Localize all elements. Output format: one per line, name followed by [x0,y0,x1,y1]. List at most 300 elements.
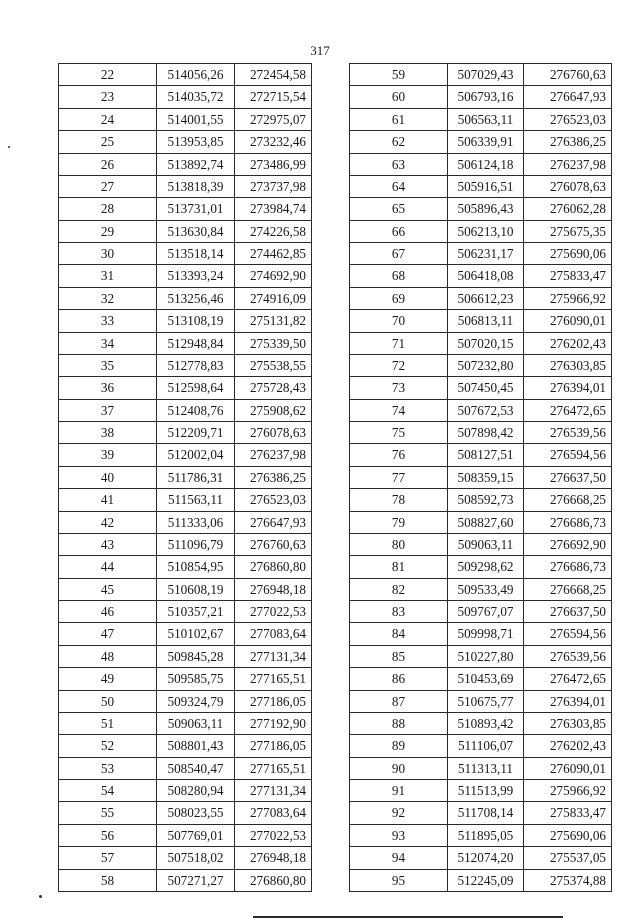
y-coordinate-cell: 276523,03 [524,108,612,130]
x-coordinate-cell: 509063,11 [448,533,524,555]
y-coordinate-cell: 276237,98 [524,153,612,175]
table-row [59,399,312,421]
x-coordinate-cell: 514056,26 [157,64,235,86]
x-coordinate-cell: 507672,53 [448,399,524,421]
point-number-cell: 84 [350,623,448,645]
table-row [59,265,312,287]
y-coordinate-cell: 274226,58 [235,220,312,242]
x-coordinate-cell: 512209,71 [157,422,235,444]
x-coordinate-cell: 512598,64 [157,377,235,399]
y-coordinate-cell: 277022,53 [235,824,312,846]
y-coordinate-cell: 272454,58 [235,64,312,86]
point-number-cell: 42 [59,511,157,533]
x-coordinate-cell: 511106,07 [448,735,524,757]
x-coordinate-cell: 506418,08 [448,265,524,287]
coordinates-table-left [58,63,312,892]
point-number-cell: 68 [350,265,448,287]
point-number-cell: 25 [59,131,157,153]
table-row [350,757,612,779]
point-number-cell: 66 [350,220,448,242]
table-row [350,690,612,712]
table-row [59,153,312,175]
table-row [59,824,312,846]
table-row [59,533,312,555]
table-row [350,780,612,802]
point-number-cell: 53 [59,757,157,779]
x-coordinate-cell: 508127,51 [448,444,524,466]
table-row [59,780,312,802]
point-number-cell: 93 [350,824,448,846]
table-row [350,399,612,421]
x-coordinate-cell: 512002,04 [157,444,235,466]
point-number-cell: 65 [350,198,448,220]
y-coordinate-cell: 274462,85 [235,243,312,265]
point-number-cell: 63 [350,153,448,175]
point-number-cell: 78 [350,489,448,511]
x-coordinate-cell: 507271,27 [157,869,235,891]
point-number-cell: 44 [59,556,157,578]
y-coordinate-cell: 273486,99 [235,153,312,175]
y-coordinate-cell: 276760,63 [235,533,312,555]
table-row [350,444,612,466]
x-coordinate-cell: 507518,02 [157,847,235,869]
point-number-cell: 50 [59,690,157,712]
table-row [59,354,312,376]
y-coordinate-cell: 276386,25 [235,466,312,488]
point-number-cell: 90 [350,757,448,779]
table-row [59,131,312,153]
y-coordinate-cell: 276078,63 [235,422,312,444]
table-row [350,422,612,444]
y-coordinate-cell: 276078,63 [524,175,612,197]
table-row [350,198,612,220]
y-coordinate-cell: 275966,92 [524,287,612,309]
x-coordinate-cell: 507898,42 [448,422,524,444]
point-number-cell: 86 [350,668,448,690]
page-number: 317 [310,43,330,58]
x-coordinate-cell: 508023,55 [157,802,235,824]
table-row [59,377,312,399]
table-row [350,108,612,130]
x-coordinate-cell: 508827,60 [448,511,524,533]
y-coordinate-cell: 275833,47 [524,265,612,287]
table-row [59,243,312,265]
point-number-cell: 33 [59,310,157,332]
point-number-cell: 24 [59,108,157,130]
point-number-cell: 36 [59,377,157,399]
x-coordinate-cell: 508540,47 [157,757,235,779]
x-coordinate-cell: 510102,67 [157,623,235,645]
point-number-cell: 57 [59,847,157,869]
y-coordinate-cell: 276539,56 [524,422,612,444]
y-coordinate-cell: 276539,56 [524,645,612,667]
point-number-cell: 74 [350,399,448,421]
x-coordinate-cell: 513256,46 [157,287,235,309]
table-row [350,601,612,623]
x-coordinate-cell: 510453,69 [448,668,524,690]
table-row [350,243,612,265]
x-coordinate-cell: 509324,79 [157,690,235,712]
point-number-cell: 31 [59,265,157,287]
point-number-cell: 26 [59,153,157,175]
x-coordinate-cell: 513518,14 [157,243,235,265]
y-coordinate-cell: 276386,25 [524,131,612,153]
table-row [59,690,312,712]
x-coordinate-cell: 510357,21 [157,601,235,623]
x-coordinate-cell: 506612,23 [448,287,524,309]
y-coordinate-cell: 273984,74 [235,198,312,220]
point-number-cell: 47 [59,623,157,645]
table-row [350,645,612,667]
point-number-cell: 28 [59,198,157,220]
table-row [59,108,312,130]
x-coordinate-cell: 509533,49 [448,578,524,600]
table-row [350,847,612,869]
table-row [350,533,612,555]
point-number-cell: 77 [350,466,448,488]
y-coordinate-cell: 274916,09 [235,287,312,309]
y-coordinate-cell: 276860,80 [235,556,312,578]
y-coordinate-cell: 277131,34 [235,780,312,802]
x-coordinate-cell: 507029,43 [448,64,524,86]
x-coordinate-cell: 512245,09 [448,869,524,891]
table-row [350,511,612,533]
y-coordinate-cell: 276062,28 [524,198,612,220]
y-coordinate-cell: 276948,18 [235,578,312,600]
point-number-cell: 76 [350,444,448,466]
x-coordinate-cell: 506124,18 [448,153,524,175]
point-number-cell: 95 [350,869,448,891]
table-row [59,601,312,623]
point-number-cell: 35 [59,354,157,376]
x-coordinate-cell: 508359,15 [448,466,524,488]
table-row [59,757,312,779]
table-row [350,287,612,309]
table-row [59,332,312,354]
point-number-cell: 52 [59,735,157,757]
y-coordinate-cell: 276394,01 [524,690,612,712]
table-row [59,198,312,220]
x-coordinate-cell: 505896,43 [448,198,524,220]
table-row [350,869,612,891]
table-row [350,735,612,757]
table-row [350,64,612,86]
table-row [59,645,312,667]
y-coordinate-cell: 276686,73 [524,511,612,533]
table-row [350,310,612,332]
point-number-cell: 48 [59,645,157,667]
x-coordinate-cell: 514035,72 [157,86,235,108]
y-coordinate-cell: 272715,54 [235,86,312,108]
y-coordinate-cell: 273737,98 [235,175,312,197]
table-row [350,489,612,511]
x-coordinate-cell: 507769,01 [157,824,235,846]
y-coordinate-cell: 275908,62 [235,399,312,421]
table-row [59,466,312,488]
x-coordinate-cell: 510854,95 [157,556,235,578]
x-coordinate-cell: 506231,17 [448,243,524,265]
x-coordinate-cell: 507232,80 [448,354,524,376]
x-coordinate-cell: 512408,76 [157,399,235,421]
point-number-cell: 39 [59,444,157,466]
y-coordinate-cell: 276637,50 [524,601,612,623]
y-coordinate-cell: 277022,53 [235,601,312,623]
table-row [59,175,312,197]
y-coordinate-cell: 276472,65 [524,668,612,690]
table-row [59,86,312,108]
point-number-cell: 51 [59,712,157,734]
point-number-cell: 62 [350,131,448,153]
point-number-cell: 29 [59,220,157,242]
x-coordinate-cell: 510893,42 [448,712,524,734]
table-row [59,802,312,824]
y-coordinate-cell: 275966,92 [524,780,612,802]
point-number-cell: 67 [350,243,448,265]
table-row [350,712,612,734]
table-row [59,310,312,332]
y-coordinate-cell: 277131,34 [235,645,312,667]
y-coordinate-cell: 276472,65 [524,399,612,421]
x-coordinate-cell: 511096,79 [157,533,235,555]
point-number-cell: 41 [59,489,157,511]
x-coordinate-cell: 508801,43 [157,735,235,757]
x-coordinate-cell: 513892,74 [157,153,235,175]
y-coordinate-cell: 276647,93 [524,86,612,108]
x-coordinate-cell: 506563,11 [448,108,524,130]
point-number-cell: 40 [59,466,157,488]
x-coordinate-cell: 509845,28 [157,645,235,667]
y-coordinate-cell: 276394,01 [524,377,612,399]
y-coordinate-cell: 275728,43 [235,377,312,399]
scan-speck [39,895,42,898]
y-coordinate-cell: 276237,98 [235,444,312,466]
y-coordinate-cell: 276948,18 [235,847,312,869]
y-coordinate-cell: 276860,80 [235,869,312,891]
x-coordinate-cell: 509063,11 [157,712,235,734]
x-coordinate-cell: 513630,84 [157,220,235,242]
point-number-cell: 58 [59,869,157,891]
table-row [59,489,312,511]
table-row [350,668,612,690]
x-coordinate-cell: 509298,62 [448,556,524,578]
point-number-cell: 34 [59,332,157,354]
y-coordinate-cell: 276523,03 [235,489,312,511]
table-row [350,86,612,108]
point-number-cell: 80 [350,533,448,555]
point-number-cell: 56 [59,824,157,846]
table-row [59,847,312,869]
y-coordinate-cell: 275374,88 [524,869,612,891]
table-row [59,220,312,242]
point-number-cell: 22 [59,64,157,86]
x-coordinate-cell: 510675,77 [448,690,524,712]
x-coordinate-cell: 510227,80 [448,645,524,667]
y-coordinate-cell: 276090,01 [524,757,612,779]
point-number-cell: 92 [350,802,448,824]
y-coordinate-cell: 272975,07 [235,108,312,130]
point-number-cell: 82 [350,578,448,600]
x-coordinate-cell: 511895,05 [448,824,524,846]
y-coordinate-cell: 277165,51 [235,757,312,779]
x-coordinate-cell: 506793,16 [448,86,524,108]
table-row [350,466,612,488]
y-coordinate-cell: 277083,64 [235,802,312,824]
x-coordinate-cell: 511563,11 [157,489,235,511]
y-coordinate-cell: 276090,01 [524,310,612,332]
table-row [59,869,312,891]
y-coordinate-cell: 276692,90 [524,533,612,555]
table-row [350,332,612,354]
y-coordinate-cell: 277186,05 [235,735,312,757]
point-number-cell: 38 [59,422,157,444]
x-coordinate-cell: 512074,20 [448,847,524,869]
x-coordinate-cell: 513108,19 [157,310,235,332]
x-coordinate-cell: 511313,11 [448,757,524,779]
y-coordinate-cell: 276202,43 [524,332,612,354]
table-row [59,422,312,444]
y-coordinate-cell: 276760,63 [524,64,612,86]
y-coordinate-cell: 273232,46 [235,131,312,153]
table-row [350,354,612,376]
point-number-cell: 60 [350,86,448,108]
table-row [59,735,312,757]
y-coordinate-cell: 276594,56 [524,623,612,645]
point-number-cell: 30 [59,243,157,265]
point-number-cell: 32 [59,287,157,309]
table-row [350,824,612,846]
point-number-cell: 85 [350,645,448,667]
y-coordinate-cell: 276668,25 [524,578,612,600]
table-row [59,712,312,734]
point-number-cell: 71 [350,332,448,354]
table-row [59,623,312,645]
x-coordinate-cell: 511333,06 [157,511,235,533]
table-row [350,623,612,645]
table-row [350,556,612,578]
y-coordinate-cell: 276303,85 [524,354,612,376]
x-coordinate-cell: 513818,39 [157,175,235,197]
table-row [59,556,312,578]
y-coordinate-cell: 275690,06 [524,824,612,846]
x-coordinate-cell: 513731,01 [157,198,235,220]
y-coordinate-cell: 277165,51 [235,668,312,690]
x-coordinate-cell: 509998,71 [448,623,524,645]
x-coordinate-cell: 507020,15 [448,332,524,354]
table-row [59,511,312,533]
y-coordinate-cell: 277186,05 [235,690,312,712]
point-number-cell: 59 [350,64,448,86]
table-row [350,377,612,399]
x-coordinate-cell: 506213,10 [448,220,524,242]
x-coordinate-cell: 514001,55 [157,108,235,130]
table-row [350,153,612,175]
point-number-cell: 43 [59,533,157,555]
x-coordinate-cell: 505916,51 [448,175,524,197]
point-number-cell: 37 [59,399,157,421]
point-number-cell: 45 [59,578,157,600]
point-number-cell: 89 [350,735,448,757]
scan-speck [8,146,10,148]
y-coordinate-cell: 275833,47 [524,802,612,824]
point-number-cell: 83 [350,601,448,623]
point-number-cell: 72 [350,354,448,376]
y-coordinate-cell: 276647,93 [235,511,312,533]
x-coordinate-cell: 513953,85 [157,131,235,153]
point-number-cell: 64 [350,175,448,197]
y-coordinate-cell: 275537,05 [524,847,612,869]
y-coordinate-cell: 276303,85 [524,712,612,734]
point-number-cell: 23 [59,86,157,108]
table-row [59,578,312,600]
point-number-cell: 49 [59,668,157,690]
table-row [59,444,312,466]
x-coordinate-cell: 511708,14 [448,802,524,824]
table-row [350,265,612,287]
point-number-cell: 61 [350,108,448,130]
x-coordinate-cell: 512778,83 [157,354,235,376]
table-row [59,64,312,86]
y-coordinate-cell: 277192,90 [235,712,312,734]
y-coordinate-cell: 276594,56 [524,444,612,466]
x-coordinate-cell: 513393,24 [157,265,235,287]
x-coordinate-cell: 512948,84 [157,332,235,354]
x-coordinate-cell: 511513,99 [448,780,524,802]
x-coordinate-cell: 509585,75 [157,668,235,690]
coordinates-table-right [349,63,612,892]
point-number-cell: 87 [350,690,448,712]
point-number-cell: 81 [350,556,448,578]
table-row [59,287,312,309]
point-number-cell: 70 [350,310,448,332]
x-coordinate-cell: 508280,94 [157,780,235,802]
y-coordinate-cell: 277083,64 [235,623,312,645]
x-coordinate-cell: 506813,11 [448,310,524,332]
x-coordinate-cell: 510608,19 [157,578,235,600]
point-number-cell: 27 [59,175,157,197]
y-coordinate-cell: 275538,55 [235,354,312,376]
y-coordinate-cell: 276668,25 [524,489,612,511]
point-number-cell: 54 [59,780,157,802]
point-number-cell: 46 [59,601,157,623]
table-row [350,802,612,824]
x-coordinate-cell: 506339,91 [448,131,524,153]
table-row [350,131,612,153]
y-coordinate-cell: 275339,50 [235,332,312,354]
point-number-cell: 79 [350,511,448,533]
point-number-cell: 91 [350,780,448,802]
y-coordinate-cell: 276637,50 [524,466,612,488]
point-number-cell: 75 [350,422,448,444]
y-coordinate-cell: 275690,06 [524,243,612,265]
x-coordinate-cell: 507450,45 [448,377,524,399]
y-coordinate-cell: 274692,90 [235,265,312,287]
table-row [350,220,612,242]
table-row [350,175,612,197]
table-row [59,668,312,690]
point-number-cell: 88 [350,712,448,734]
point-number-cell: 73 [350,377,448,399]
point-number-cell: 55 [59,802,157,824]
x-coordinate-cell: 508592,73 [448,489,524,511]
point-number-cell: 69 [350,287,448,309]
y-coordinate-cell: 275675,35 [524,220,612,242]
point-number-cell: 94 [350,847,448,869]
y-coordinate-cell: 276202,43 [524,735,612,757]
x-coordinate-cell: 511786,31 [157,466,235,488]
x-coordinate-cell: 509767,07 [448,601,524,623]
table-row [350,578,612,600]
y-coordinate-cell: 275131,82 [235,310,312,332]
